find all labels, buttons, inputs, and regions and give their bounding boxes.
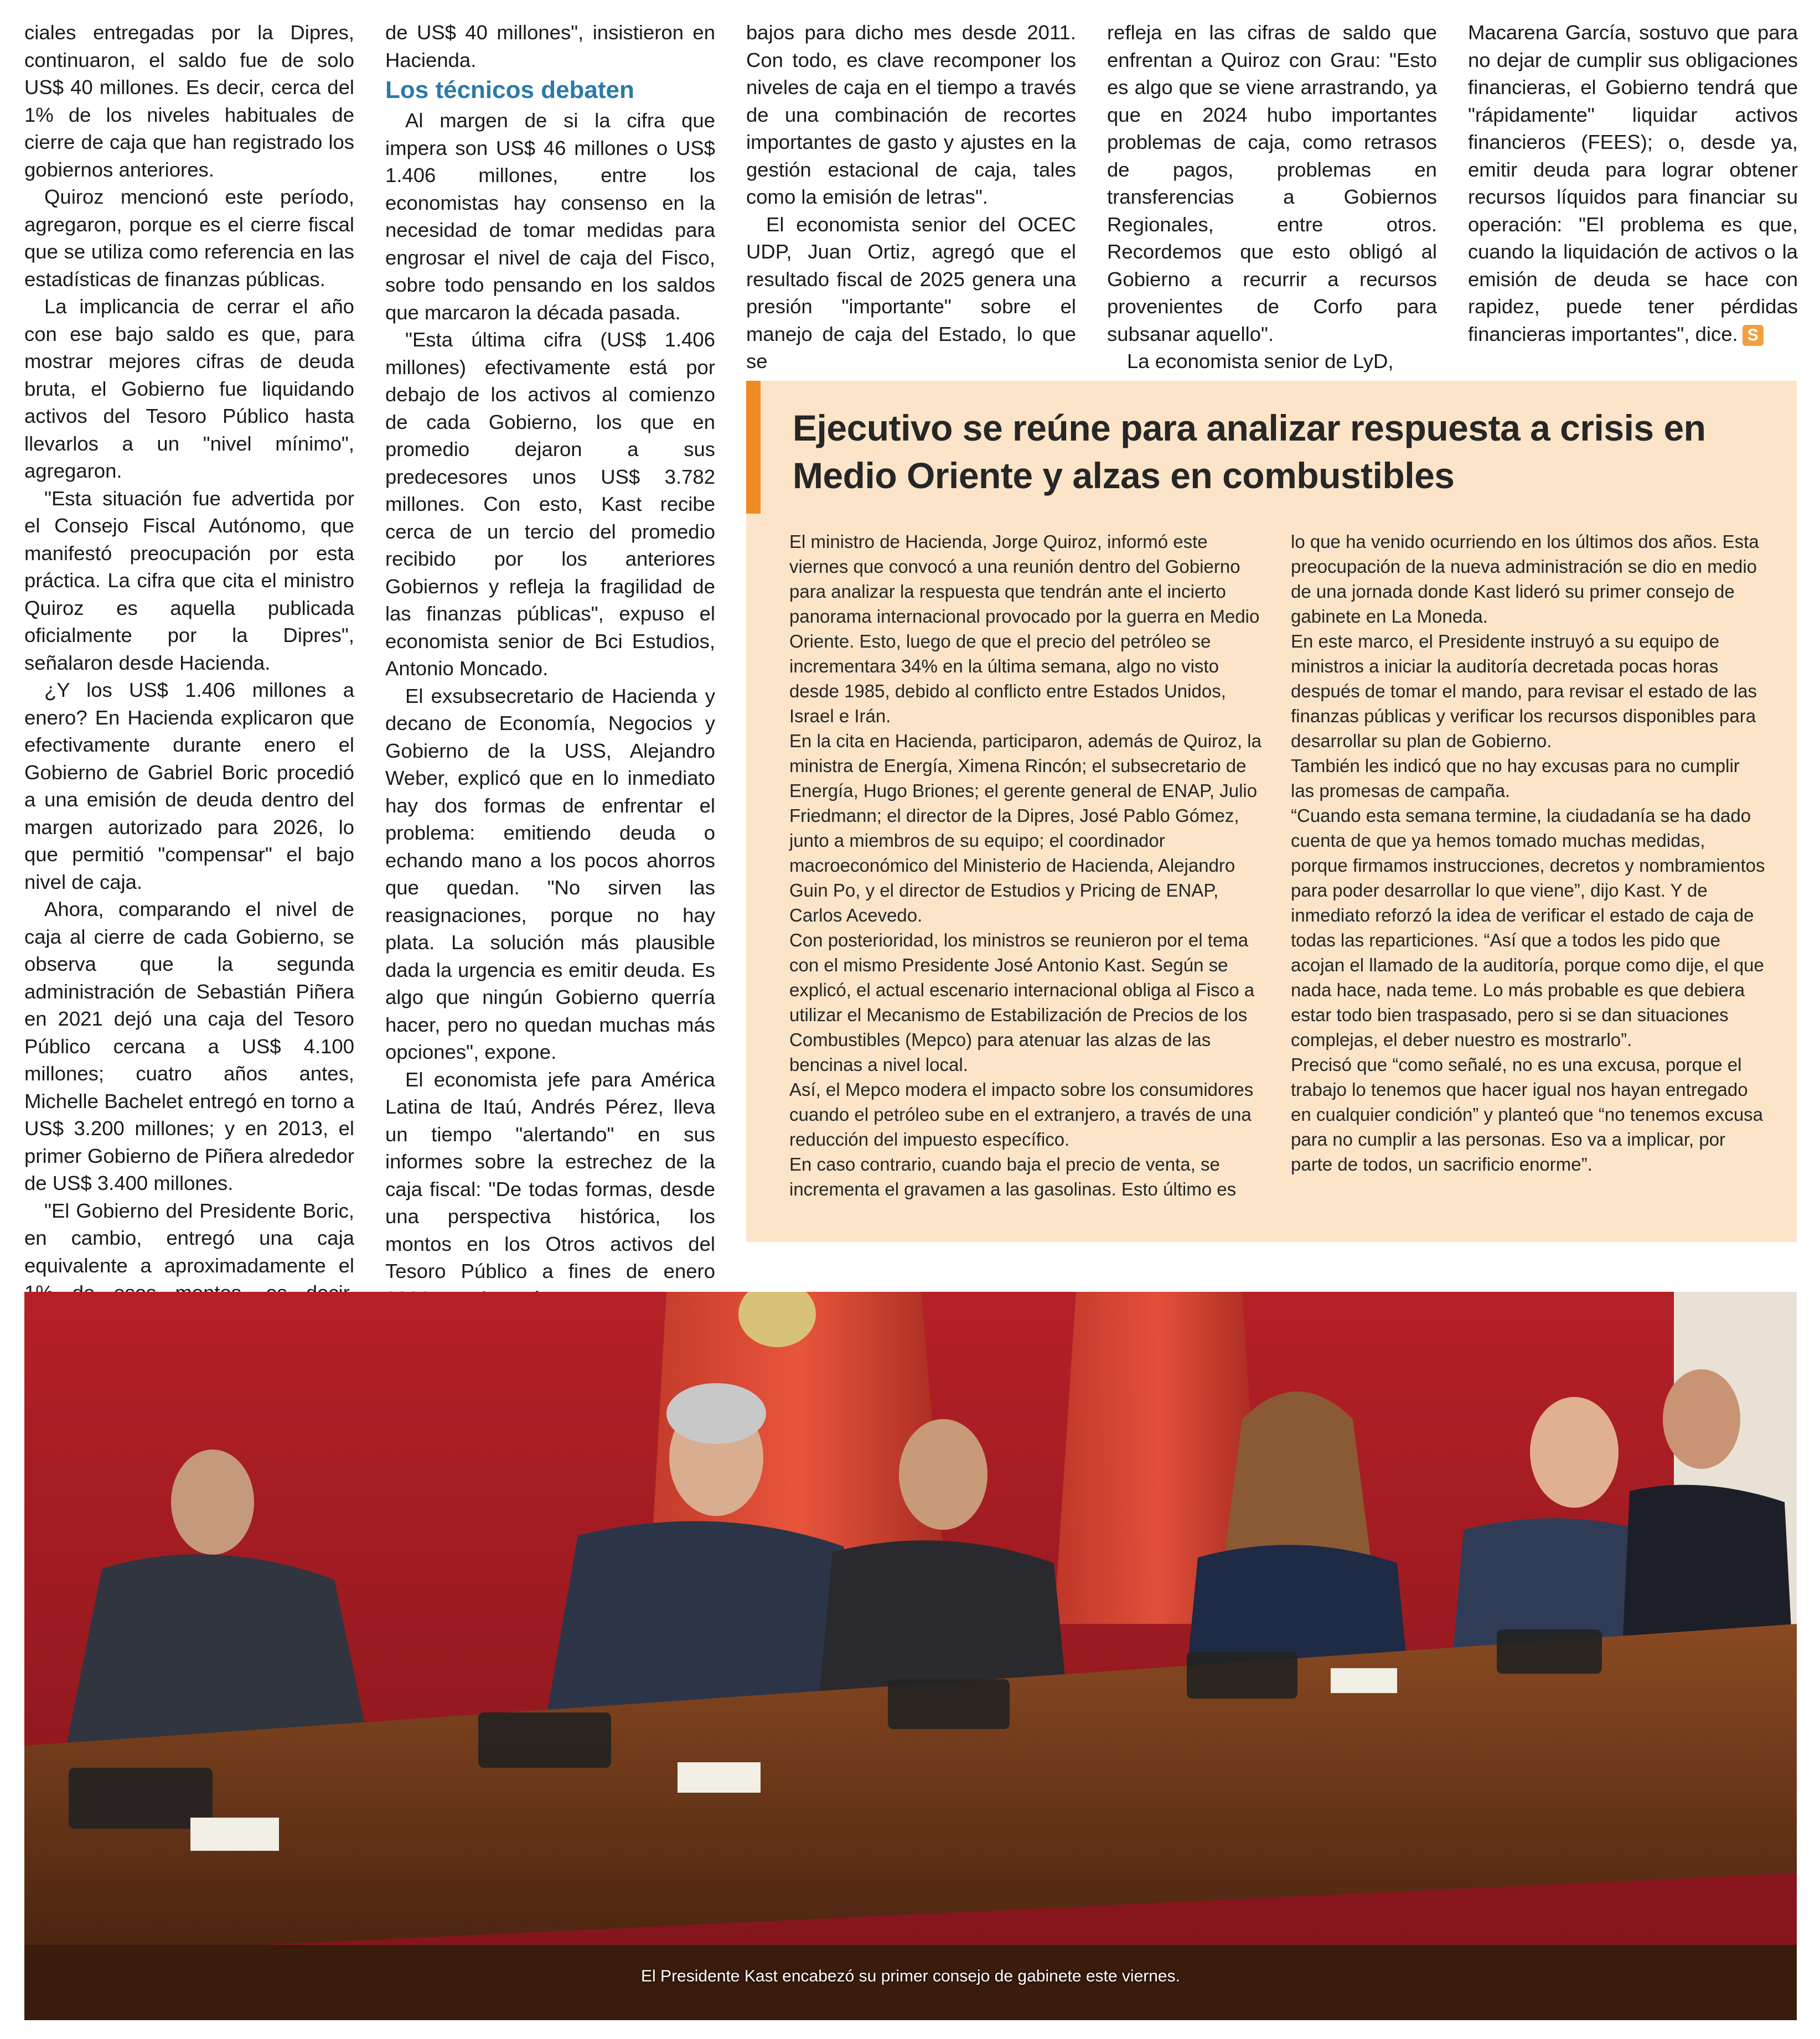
paragraph: Al margen de si la cifra que impera son US$ 46 millones o US$ 1.406 millones, entre los economistas hay consenso en la necesidad de tomar medidas para engrosar el nivel de caja del Fisco, sobre todo pensando en los saldos que marcaron la década pasada. xyxy=(385,109,715,324)
article-column-4 xyxy=(1107,19,1437,375)
sidebar-box xyxy=(746,381,1797,1242)
paragraph: Ahora, comparando el nivel de caja al cierre de cada Gobierno, se observa que la segunda administración de Sebastián Piñera en 2021 dejó una caja del Tesoro Público cercana a US$ 4.100 millones; cuatro años antes, Michelle Bachelet entregó en torno a US$ 3.200 millones; y en 2013, el primer Gobierno de Piñera alrededor de US$ 3.400 millones. xyxy=(24,898,354,1194)
paragraph: También les indicó que no hay excusas para no cumplir las promesas de campaña. xyxy=(1291,755,1740,801)
paragraph xyxy=(1468,19,1798,348)
paragraph: La economista senior de LyD, xyxy=(1127,350,1394,372)
accent-bar xyxy=(746,381,761,514)
section-subhead: Los técnicos debaten xyxy=(385,76,634,103)
article-column-2 xyxy=(385,19,715,1312)
paragraph: En este marco, el Presidente instruyó a su equipo de ministros a iniciar la auditoría decretada pocas horas después de tomar el mando, para revisar el estado de las finanzas públicas y verificar los recursos disponibles para desarrollar su plan de Gobierno. xyxy=(1291,631,1757,751)
paragraph: ¿Y los US$ 1.406 millones a enero? En Hacienda explicaron que efectivamente durante enero el Gobierno de Gabriel Boric procedió a una emisión de deuda dentro del margen autorizado para 2026, lo que permitió "compensar" el bajo nivel de caja. xyxy=(24,679,354,893)
photo-caption: El Presidente Kast encabezó su primer consejo de gabinete este viernes. xyxy=(641,1967,1180,1985)
box-column-right xyxy=(1291,529,1767,1177)
paragraph: Precisó que “como señalé, no es una excusa, porque el trabajo lo tenemos que hacer igual nos hayan entregado en cualquier condición” y planteó que “no tenemos excusa para no cumplir a las personas. Eso va a implicar, por parte de todos, un sacrificio enorme”. xyxy=(1291,1054,1764,1174)
paragraph: Con posterioridad, los ministros se reunieron por el tema con el mismo Presidente José Antonio Kast. Según se explicó, el actual escenario internacional obliga al Fisco a utilizar el Mecanismo de Estabilización de Precios de los Combustibles (Mepco) para atenuar las alzas de las bencinas a nivel local. xyxy=(789,930,1255,1075)
paragraph-text: Macarena García, sostuvo que para no dejar de cumplir sus obligaciones financieras, el Gobierno tendrá que "rápidamente" liquidar activos financieros (FEES); o, desde ya, emitir deuda para lograr obtener recursos líquidos para financiar su operación: "El problema es que, cuando la liquidación de activos o la emisión de deuda se hace con rapidez, puede tener pérdidas financieras importantes", dice. xyxy=(1468,21,1798,345)
photo-illustration xyxy=(24,1292,1797,2020)
paragraph: "Esta situación fue advertida por el Consejo Fiscal Autónomo, que manifestó preocupación por esta práctica. La cifra que cita el ministro Quiroz es aquella publicada oficialmente por la Dipres", señalaron desde Hacienda. xyxy=(24,487,354,674)
article-column-3 xyxy=(746,19,1076,375)
paragraph: El economista senior del OCEC UDP, Juan Ortiz, agregó que el resultado fiscal de 2025 genera una presión "importante" sobre el manejo de caja del Estado, lo que se xyxy=(746,213,1076,372)
paragraph: El exsubsecretario de Hacienda y decano de Economía, Negocios y Gobierno de la USS, Alejandro Weber, explicó que en lo inmediato hay dos formas de enfrentar el problema: emitiendo deuda o echando mano a los pocos ahorros que quedan. "No sirven las reasignaciones, porque no hay plata. La solución más plausible dada la urgencia es emitir deuda. Es algo que ningún Gobierno querría hacer, pero no quedan muchas más opciones", expone. xyxy=(385,684,715,1063)
paragraph: Quiroz mencionó este período, agregaron, porque es el cierre fiscal que se utiliza como referencia en las estadísticas de finanzas públicas. xyxy=(24,185,354,291)
paragraph: La implicancia de cerrar el año con ese bajo saldo es que, para mostrar mejores cifras de deuda bruta, el Gobierno fue liquidando activos del Tesoro Público hasta llevarlos a un "nivel mínimo", agregaron. xyxy=(24,295,354,482)
paragraph: El ministro de Hacienda, Jorge Quiroz, informó este viernes que convocó a una reunión dentro del Gobierno para analizar la respuesta que tendrán ante el incierto panorama internacional provocado por la guerra en Medio Oriente. Esto, luego de que el precio del petróleo se incrementara 34% en la última semana, algo no visto desde 1985, debido al conflicto entre Estados Unidos, Israel e Irán. xyxy=(789,531,1260,726)
cabinet-meeting-photo xyxy=(24,1292,1797,2020)
paragraph: de US$ 40 millones", insistieron en Hacienda. xyxy=(385,21,715,71)
box-column-left xyxy=(789,529,1265,1202)
end-of-article-mark: S xyxy=(1743,325,1764,346)
box-headline: Ejecutivo se reúne para analizar respuesta a crisis en Medio Oriente y alzas en combustibles xyxy=(793,407,1706,496)
paragraph: En caso contrario, cuando baja el precio de venta, se incrementa el gravamen a las gasolinas. Esto último es xyxy=(789,1154,1237,1199)
paragraph: "Esta última cifra (US$ 1.406 millones) efectivamente está por debajo de los activos al comienzo de cada Gobierno, los que en promedio dejaron a sus predecesores unos US$ 3.782 millones. Con esto, Kast recibe cerca de un tercio del promedio recibido por los anteriores Gobiernos y refleja la fragilidad de las finanzas públicas", expuso el economista senior de Bci Estudios, Antonio Moncado. xyxy=(385,328,715,680)
paragraph: En la cita en Hacienda, participaron, además de Quiroz, la ministra de Energía, Ximena Rincón; el subsecretario de Energía, Hugo Briones; el gerente general de ENAP, Julio Friedmann; el director de la Dipres, José Pablo Gómez, junto a miembros de su equipo; el coordinador macroeconómico del Ministerio de Hacienda, Alejandro Guin Po, y el director de Estudios y Pricing de ENAP, Carlos Acevedo. xyxy=(789,731,1261,925)
paragraph: lo que ha venido ocurriendo en los últimos dos años. Esta preocupación de la nueva administración se dio en medio de una jornada donde Kast lideró su primer consejo de gabinete en La Moneda. xyxy=(1291,531,1759,627)
article-column-1 xyxy=(24,19,354,1334)
paragraph: bajos para dicho mes desde 2011. Con todo, es clave recomponer los niveles de caja en el tiempo a través de una combinación de recortes importantes de gasto y ajustes en la gestión estacional de caja, tales como la emisión de letras". xyxy=(746,21,1076,208)
paragraph: ciales entregadas por la Dipres, continuaron, el saldo fue de solo US$ 40 millones. Es decir, cerca del 1% de los niveles habituales de cierre de caja que han registrado los gobiernos anteriores. xyxy=(24,21,354,181)
paragraph: "El Gobierno del Presidente Boric, en cambio, entregó una caja equivalente a aproximadamente el xyxy=(24,1199,354,1277)
article-column-5 xyxy=(1468,19,1798,348)
paragraph: El economista jefe para América Latina de Itaú, Andrés Pérez, lleva un tiempo "alertando" en sus informes sobre la estrechez de la caja fiscal: "De todas formas, desde una perspectiva histórica, los montos en los Otros activos del Tesoro Público a fines de enero xyxy=(385,1068,715,1282)
paragraph: “Cuando esta semana termine, la ciudadanía se ha dado cuenta de que ya hemos tomado muchas medidas, porque firmamos instrucciones, decretos y nombramientos para poder desarrollar lo que viene”, dijo Kast. Y de inmediato reforzó la idea de verificar el estado de caja de todas las reparticiones. “Así que a todos les pido que acojan el llamado de la auditoría, porque como dije, el que nada hace, nada teme. Lo más probable es que debiera estar todo bien traspasado, pero si se dan situaciones complejas, el deber nuestro es mostrarlo”. xyxy=(1291,805,1765,1050)
paragraph: Así, el Mepco modera el impacto sobre los consumidores cuando el petróleo sube en el extranjero, a través de una reducción del impuesto específico. xyxy=(789,1079,1254,1150)
paragraph: refleja en las cifras de saldo que enfrentan a Quiroz con Grau: "Esto es algo que se viene arrastrando, ya que en 2024 hubo importantes problemas de caja, como retrasos de pagos, problemas en transferencias a Gobiernos Regionales, entre otros. Recordemos que esto obligó al Gobierno a recurrir a recursos provenientes de Corfo para subsanar aquello". xyxy=(1107,21,1437,345)
